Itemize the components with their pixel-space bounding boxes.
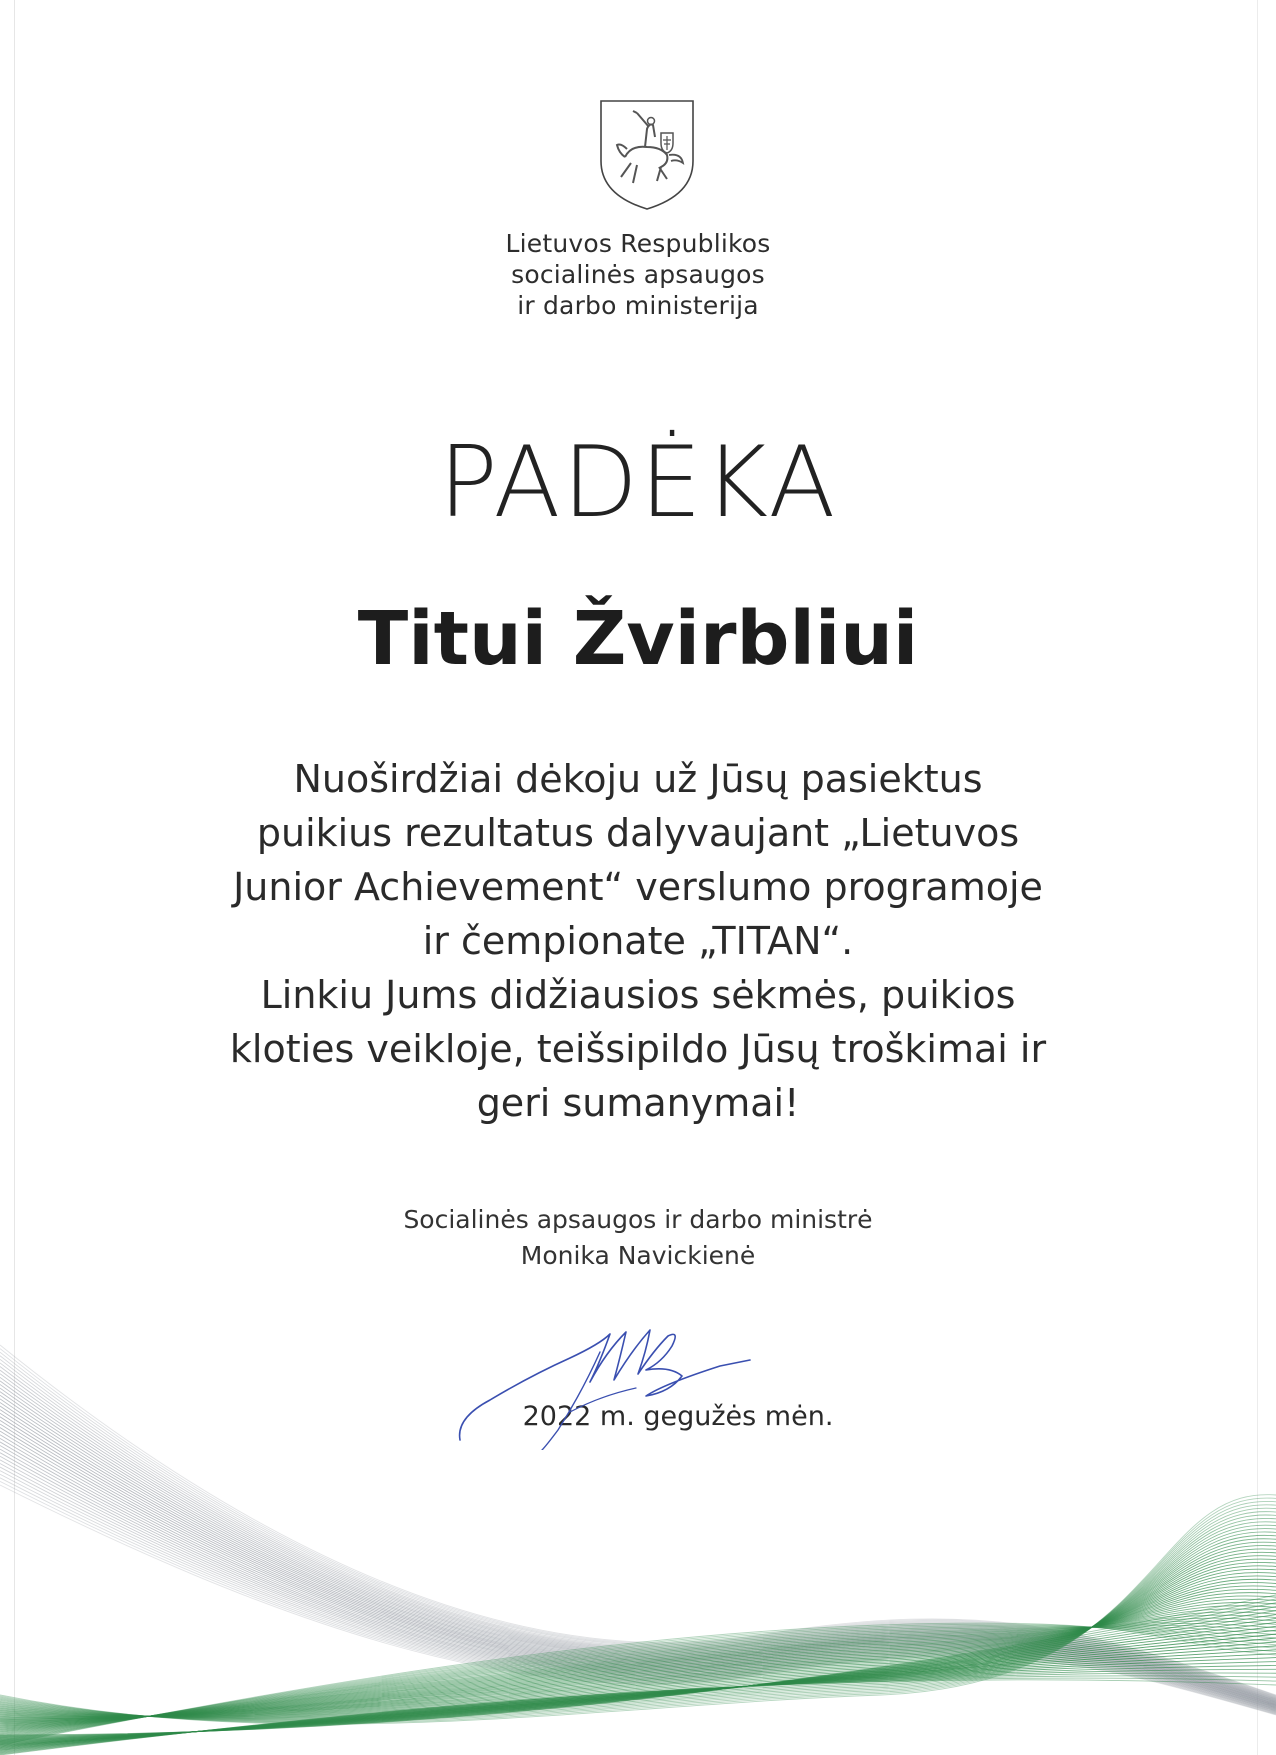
body-line-6: kloties veikloje, teišsipildo Jūsų troškimai ir: [229, 1027, 1047, 1071]
wave-line: [0, 1525, 1276, 1718]
recipient-name: Titui Žvirbliui: [357, 596, 919, 682]
wave-line: [0, 1508, 1276, 1721]
ministry-line-1: Lietuvos Respublikos: [505, 229, 771, 258]
document-title: PADĖKA: [438, 426, 838, 540]
lithuania-coat-of-arms-vytis-icon: [597, 97, 697, 213]
ministry-line-3: ir darbo ministerija: [517, 291, 759, 320]
wave-line: [0, 1505, 1276, 1722]
body-line-2: puikius rezultatus dalyvaujant „Lietuvos: [256, 811, 1020, 855]
ministry-name: [0, 228, 1276, 321]
body-line-4: ir čempionate „TITAN“.: [422, 919, 854, 963]
signer-position: Socialinės apsaugos ir darbo ministrė: [403, 1205, 873, 1234]
issue-date: 2022 m. gegužės mėn.: [522, 1401, 834, 1432]
body-line-1: Nuoširdžiai dėkoju už Jūsų pasiektus: [293, 757, 983, 801]
decorative-wave-lines: [0, 1335, 1276, 1755]
wave-line: [0, 1518, 1276, 1719]
signer-name: Monika Navickienė: [520, 1241, 756, 1270]
signer-block: [0, 1202, 1276, 1274]
ministry-line-2: socialinės apsaugos: [511, 260, 765, 289]
body-line-5: Linkiu Jums didžiausios sėkmės, puikios: [260, 973, 1016, 1017]
body-line-7: geri sumanymai!: [476, 1081, 800, 1125]
wave-line: [0, 1522, 1276, 1719]
body-line-3: Junior Achievement“ verslumo programoje: [233, 865, 1043, 909]
gratitude-text: [180, 752, 1096, 1130]
